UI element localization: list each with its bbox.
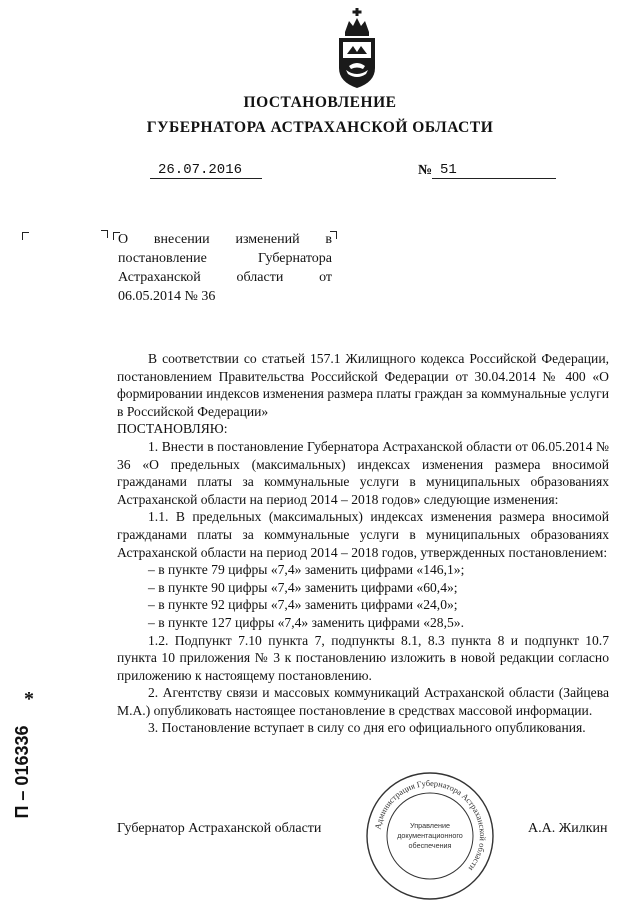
- stamp-center-line3: обеспечения: [408, 841, 452, 850]
- list-item: – в пункте 92 цифры «7,4» заменить цифрами «24,0»;: [148, 597, 458, 613]
- preamble: В соответствии со статьей 157.1 Жилищного кодекса Российской Федерации, постановлением Правительства Российской Федерации от 30.04.2014 № 400 «О формировании индексов изменения размера платы граждан за коммунальные услуги в Российской Федерации»: [117, 351, 609, 419]
- item-1-1: 1.1. В предельных (максимальных) индексах изменения размера вносимой гражданами платы за коммунальные услуги в муниципальных образованиях Астраханской области на период 2014 – 2018 годов, утвержденных постановлением:: [117, 509, 609, 560]
- list-item: – в пункте 127 цифры «7,4» заменить цифрами «28,5».: [148, 614, 464, 630]
- item-1: 1. Внести в постановление Губернатора Астраханской области от 06.05.2014 № 36 «О предельных (максимальных) индексах изменения размера вносимой гражданами платы за коммунальные услуги в муниципальных образованиях Астраханской области на период 2014 – 2018 годов» следующие изменения:: [117, 438, 609, 507]
- stamp-center-line1: Управление: [410, 821, 450, 830]
- number-label: №: [418, 163, 433, 178]
- signature-name: А.А. Жилкин: [528, 821, 608, 836]
- document-number: 51: [440, 162, 457, 178]
- item-1-2: 1.2. Подпункт 7.10 пункта 7, подпункты 8.1, 8.3 пункта 8 и подпункт 10.7 пункта 10 приложения № 3 к постановлению изложить в новой редакции согласно приложению к настоящему постановлению.: [117, 632, 609, 683]
- official-stamp: [364, 770, 496, 902]
- list-item: – в пункте 79 цифры «7,4» заменить цифрами «146,1»;: [148, 562, 465, 578]
- list-item: – в пункте 90 цифры «7,4» заменить цифрами «60,4»;: [148, 579, 458, 595]
- stamp-ring-text: Администрация Губернатора Астраханской области: [373, 778, 488, 873]
- changes-list: [117, 561, 609, 631]
- date-underline: [150, 178, 262, 179]
- document-date: 26.07.2016: [158, 162, 243, 178]
- document-title-line2: ГУБЕРНАТОРА АСТРАХАНСКОЙ ОБЛАСТИ: [146, 119, 494, 136]
- decree-word: ПОСТАНОВЛЯЮ:: [117, 421, 228, 437]
- document-body: [117, 350, 609, 737]
- coat-of-arms-emblem: [333, 8, 381, 90]
- item-2: 2. Агентству связи и массовых коммуникаций Астраханской области (Зайцева М.А.) опубликовать настоящее постановление в средствах массовой информации.: [117, 685, 609, 718]
- side-registration-number: П – 016336: [12, 725, 32, 819]
- corner-mark-left: [22, 232, 29, 240]
- item-3: 3. Постановление вступает в силу со дня его официального опубликования.: [148, 720, 586, 736]
- stamp-center-line2: документационного: [397, 831, 463, 840]
- side-mark: *: [24, 688, 34, 710]
- number-underline: [432, 178, 556, 179]
- signature-position: Губернатор Астраханской области: [117, 821, 322, 836]
- document-subject: О внесении изменений в постановление Губернатора Астраханской области от 06.05.2014 № 36: [118, 232, 332, 304]
- corner-mark-right-1: [101, 230, 108, 238]
- document-title-line1: ПОСТАНОВЛЕНИЕ: [243, 94, 397, 111]
